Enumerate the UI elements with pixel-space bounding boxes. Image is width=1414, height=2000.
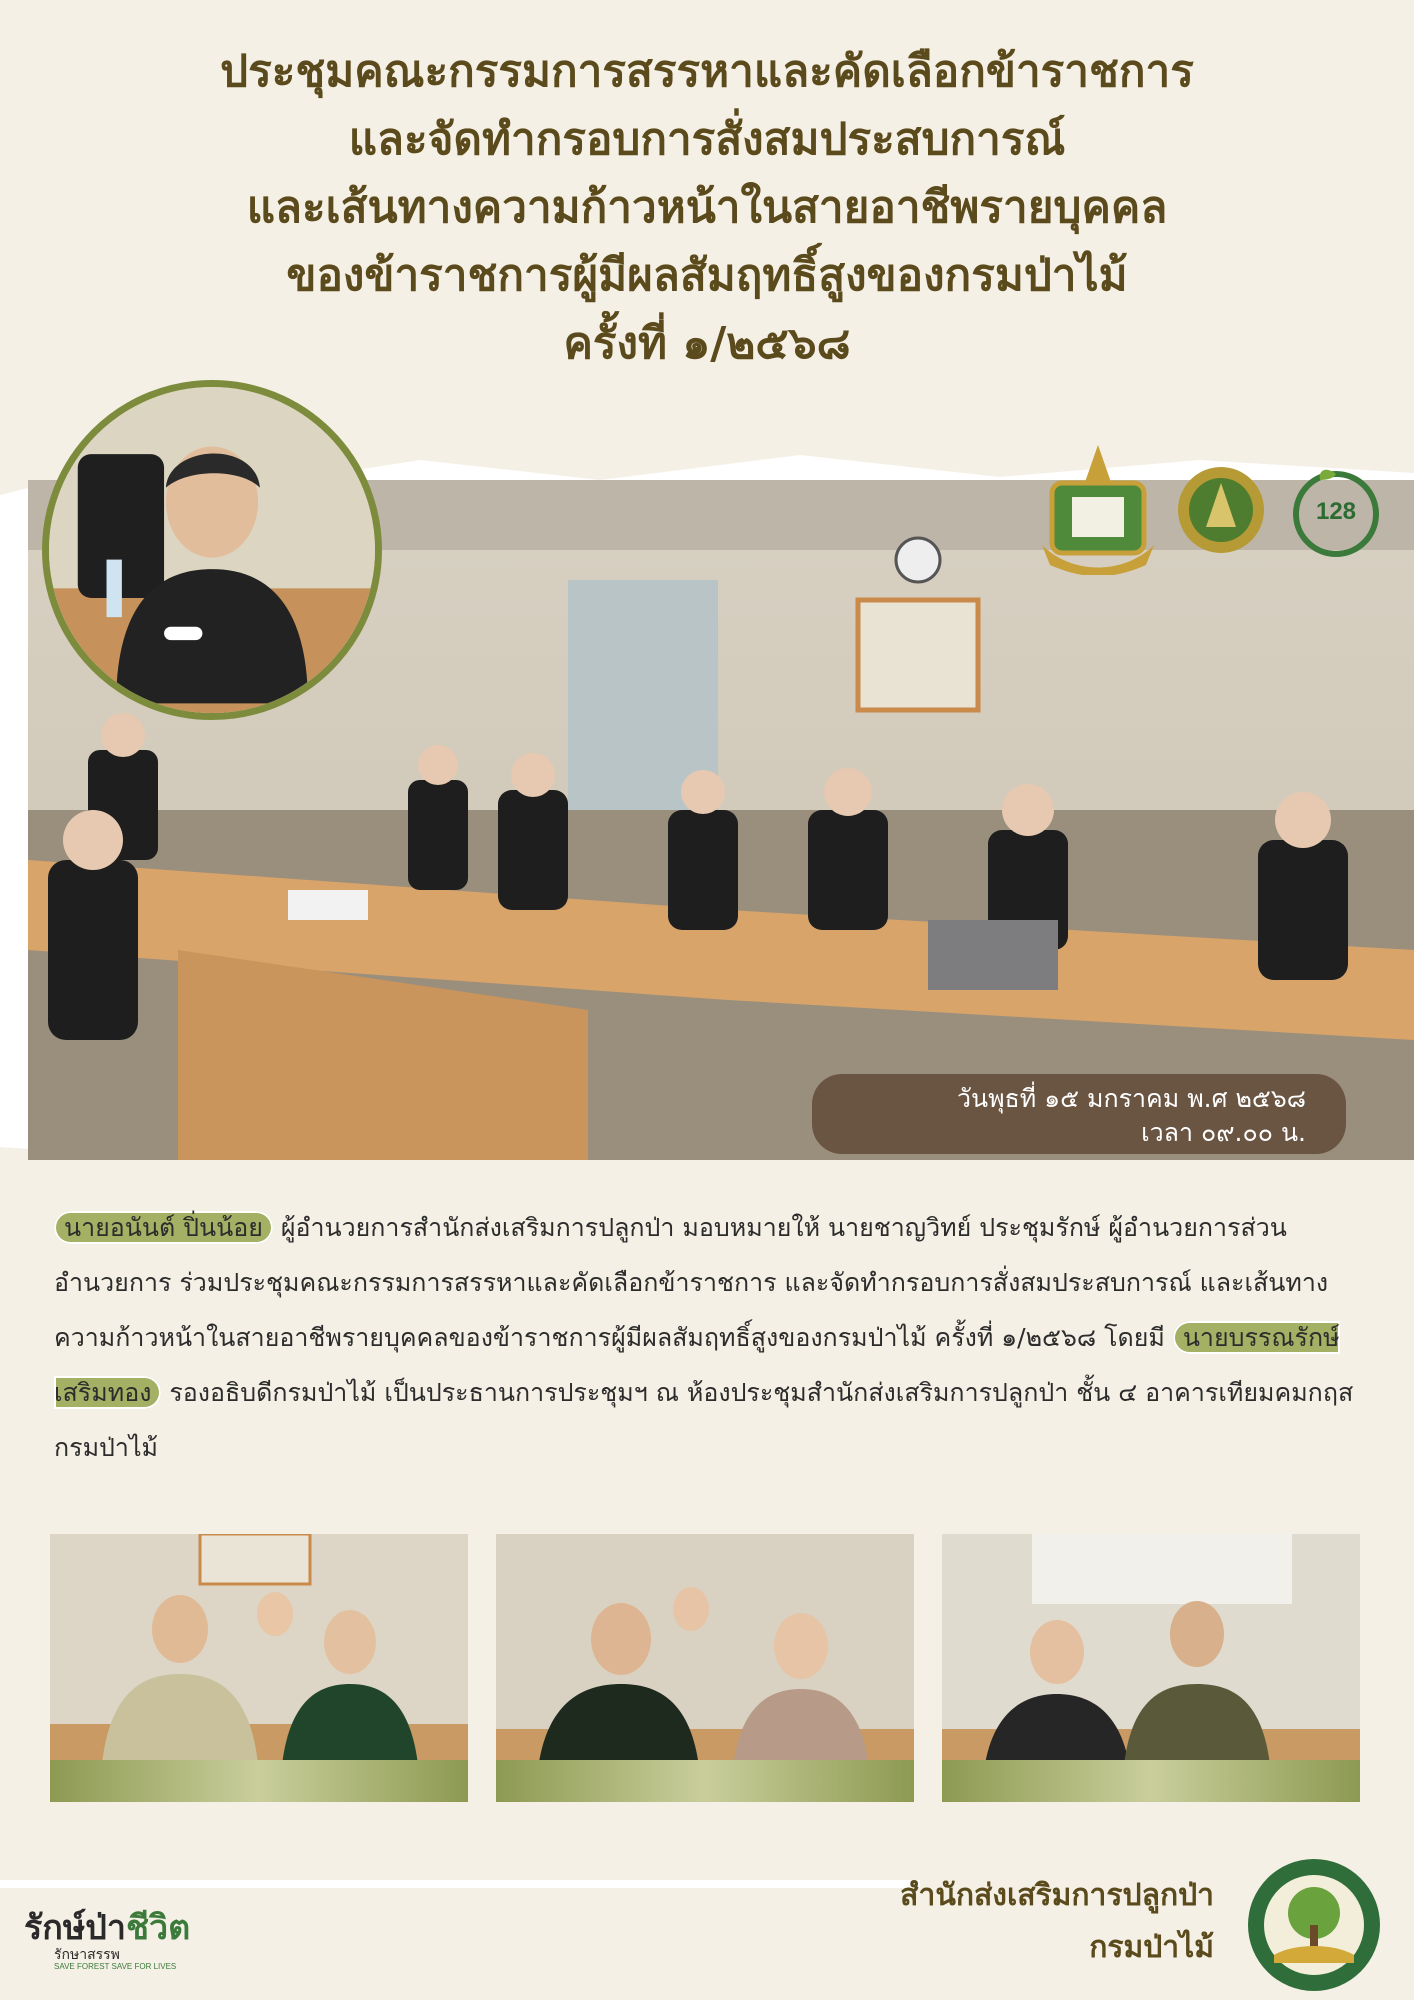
brand-main-text: รักษ์ป่า [24, 1908, 126, 1948]
gallery-photo-bar [496, 1760, 914, 1802]
page-title [40, 38, 1374, 378]
highlight-person-chair: นายบรรณรักษ์ เสริมทอง [54, 1323, 1340, 1407]
meeting-time: เวลา ๐๙.๐๐ น. [1141, 1118, 1306, 1147]
office-name-line1: สำนักส่งเสริมการปลูกป่า [900, 1878, 1214, 1913]
gallery-photo-bar [942, 1760, 1360, 1802]
date-time-box [812, 1074, 1346, 1154]
badge-number: 128 [1315, 498, 1357, 525]
brand-sub-text: ชีวิต [125, 1908, 191, 1948]
brand-logo [24, 1900, 224, 1980]
body-text-part2: รองอธิบดีกรมป่าไม้ เป็นประธานการประชุมฯ ณ ห้องประชุมสำนักส่งเสริมการปลูกป่า ชั้น ๔ อาคารเทียมคมกฤส กรมป่าไม้ [54, 1378, 1354, 1462]
office-name [900, 1870, 1214, 1974]
brand-english-text: SAVE FOREST SAVE FOR LIVES [54, 1962, 177, 1971]
photo-gallery [50, 1534, 1360, 1804]
anniversary-128-badge [1288, 462, 1384, 558]
title-line: และจัดทำกรอบการสั่งสมประสบการณ์ [348, 114, 1066, 165]
title-line: ประชุมคณะกรรมการสรรหาและคัดเลือกข้าราชการ [220, 46, 1194, 97]
title-line: และเส้นทางความก้าวหน้าในสายอาชีพรายบุคคล [246, 182, 1168, 233]
logo-group [1042, 445, 1384, 575]
gallery-photo-2 [496, 1534, 914, 1802]
gallery-photo-1 [50, 1534, 468, 1802]
gallery-photo-3 [942, 1534, 1360, 1802]
brand-small-text: รักษาสรรพ [54, 1947, 120, 1963]
government-seal-icon [1042, 445, 1154, 575]
gallery-photo-bar [50, 1760, 468, 1802]
forest-department-seal-icon [1176, 465, 1266, 555]
meeting-date: วันพุธที่ ๑๕ มกราคม พ.ศ ๒๕๖๘ [956, 1084, 1306, 1113]
title-line: ครั้งที่ ๑/๒๕๖๘ [563, 318, 851, 369]
afforestation-office-seal-icon [1244, 1855, 1384, 1995]
title-line: ของข้าราชการผู้มีผลสัมฤทธิ์สูงของกรมป่าไม้ [286, 250, 1128, 301]
office-name-line2: กรมป่าไม้ [1089, 1930, 1214, 1965]
highlight-person-director: นายอนันต์ ปิ่นน้อย [54, 1211, 273, 1244]
body-text-part1: ผู้อำนวยการสำนักส่งเสริมการปลูกป่า มอบหมายให้ นายชาญวิทย์ ประชุมรักษ์ ผู้อำนวยการส่วนอำนวยการ ร่วมประชุมคณะกรรมการสรรหาและคัดเลือกข้าราชการ และจัดทำกรอบการสั่งสมประสบการณ์ และเส้นทางความก้าวหน้าในสายอาชีพรายบุคคลของข้าราชการผู้มีผลสัมฤทธิ์สูงของกรมป่าไม้ ครั้งที่ ๑/๒๕๖๘ โดยมี [54, 1213, 1329, 1352]
inset-portrait-photo [42, 380, 382, 720]
footer-divider [0, 1880, 920, 1888]
article-body [54, 1200, 1354, 1475]
